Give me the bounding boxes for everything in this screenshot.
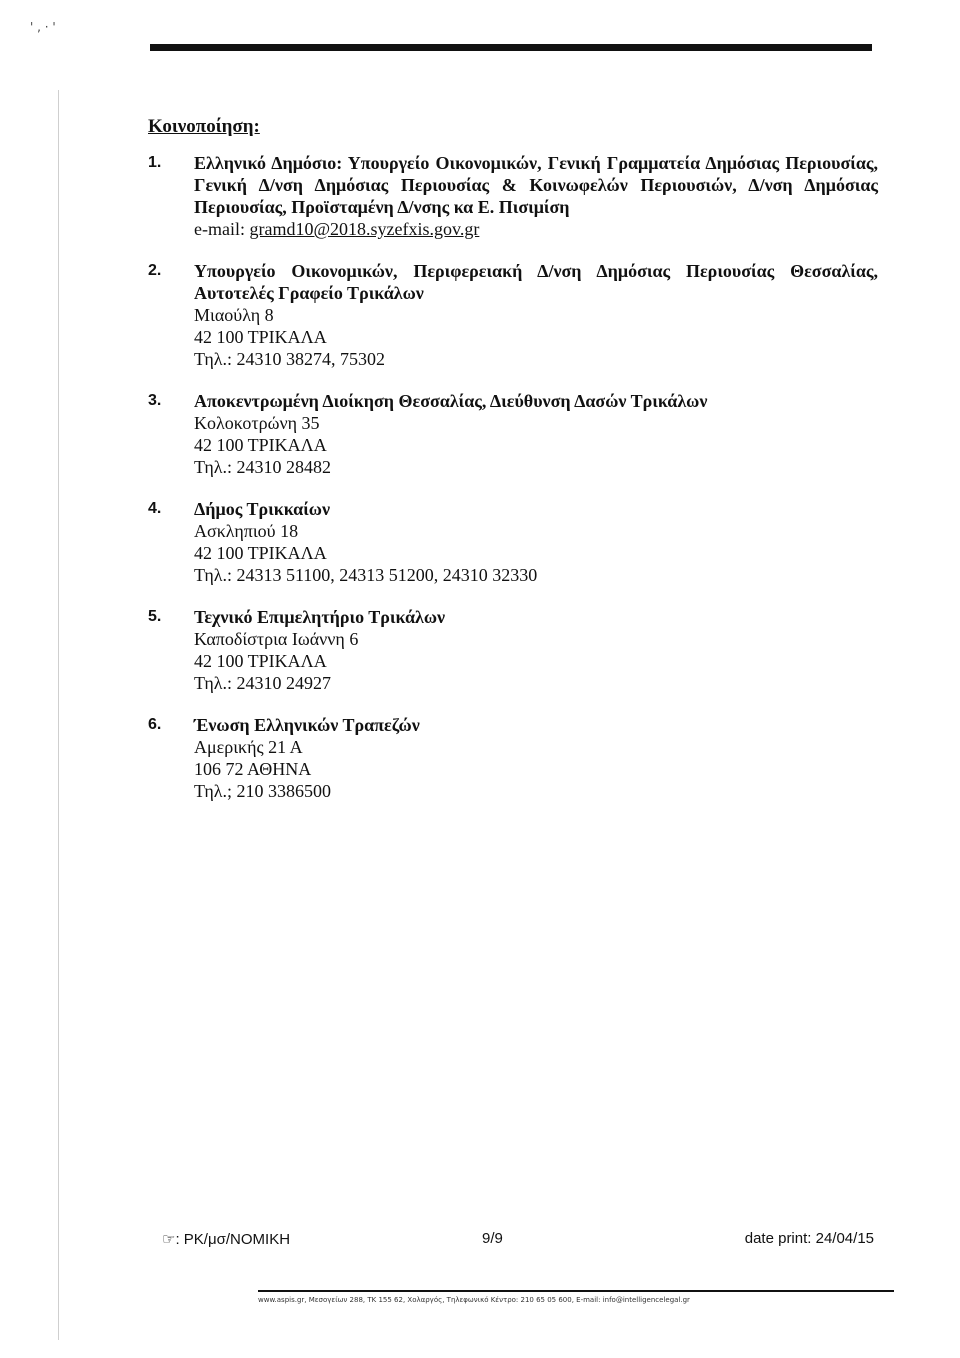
recipient-phone: Τηλ.: 24310 28482 xyxy=(194,457,331,477)
recipient-name: Ελληνικό Δημόσιο: Υπουργείο Οικονομικών, Γενική Γραμματεία Δημόσιας Περιουσίας, Γενική Δ/νση Δημόσιας Περιουσίας & Κοινωφελών Περιουσιών, Δ/νση Δημόσιας Περιουσίας, Προϊσταμένη Δ/νσης κα Ε. Πισιμίση xyxy=(194,153,878,217)
item-number: 4. xyxy=(148,500,162,517)
recipient-phone: Τηλ.: 24313 51100, 24313 51200, 24310 32330 xyxy=(194,565,538,585)
recipient-city: 42 100 ΤΡΙΚΑΛΑ xyxy=(194,651,327,671)
recipient-city: 42 100 ΤΡΙΚΑΛΑ xyxy=(194,327,327,347)
page-footer xyxy=(162,1230,874,1254)
recipient-email xyxy=(194,218,878,240)
list-item xyxy=(148,260,878,370)
list-item xyxy=(148,606,878,694)
item-number: 3. xyxy=(148,392,162,409)
recipient-name: Δήμος Τρικκαίων xyxy=(194,499,330,519)
recipient-address: Καποδίστρια Ιωάννη 6 xyxy=(194,629,359,649)
recipient-list xyxy=(148,152,878,802)
recipient-name: Αποκεντρωμένη Διοίκηση Θεσσαλίας, Διεύθυνση Δασών Τρικάλων xyxy=(194,391,708,411)
item-number: 2. xyxy=(148,262,162,279)
email-link[interactable]: gramd10@2018.syzefxis.gov.gr xyxy=(249,219,480,239)
recipient-phone: Τηλ.; 210 3386500 xyxy=(194,781,331,801)
recipient-name: Υπουργείο Οικονομικών, Περιφερειακή Δ/νση Δημόσιας Περιουσίας Θεσσαλίας, Αυτοτελές Γραφείο Τρικάλων xyxy=(194,261,878,303)
recipient-phone: Τηλ.: 24310 24927 xyxy=(194,673,331,693)
scan-edge-line xyxy=(58,90,59,1340)
recipient-address: Κολοκοτρώνη 35 xyxy=(194,413,320,433)
recipient-phone: Τηλ.: 24310 38274, 75302 xyxy=(194,349,385,369)
date-print: date print: 24/04/15 xyxy=(744,1230,874,1247)
recipient-city: 42 100 ΤΡΙΚΑΛΑ xyxy=(194,435,327,455)
top-horizontal-rule xyxy=(150,44,872,51)
recipient-name: Τεχνικό Επιμελητήριο Τρικάλων xyxy=(194,607,446,627)
item-number: 6. xyxy=(148,716,162,733)
email-label: e-mail: xyxy=(194,219,250,239)
footer-address-line: www.aspis.gr, Μεσογείων 288, ΤΚ 155 62, Χολαργός, Τηλεφωνικό Κέντρο: 210 65 05 600, E-mail: info@intelligencelegal.gr xyxy=(258,1296,690,1304)
footer-reference: ☞: PK/μσ/NOMIKH xyxy=(162,1231,291,1248)
item-number: 5. xyxy=(148,608,162,625)
document-body xyxy=(148,116,878,822)
recipient-name: Ένωση Ελληνικών Τραπεζών xyxy=(194,715,420,735)
list-item xyxy=(148,498,878,586)
recipient-address: Αμερικής 21 Α xyxy=(194,737,303,757)
list-item xyxy=(148,714,878,802)
recipient-address: Μιαούλη 8 xyxy=(194,305,274,325)
page-heading: Κοινοποίηση: xyxy=(148,116,260,137)
item-number: 1. xyxy=(148,154,162,171)
recipient-city: 42 100 ΤΡΙΚΑΛΑ xyxy=(194,543,327,563)
list-item xyxy=(148,152,878,240)
recipient-address: Ασκληπιού 18 xyxy=(194,521,299,541)
list-item xyxy=(148,390,878,478)
page-number: 9/9 xyxy=(482,1230,503,1247)
recipient-city: 106 72 ΑΘΗΝΑ xyxy=(194,759,312,779)
scan-marks: ' , · ' xyxy=(30,20,56,34)
footer-rule xyxy=(258,1290,894,1292)
